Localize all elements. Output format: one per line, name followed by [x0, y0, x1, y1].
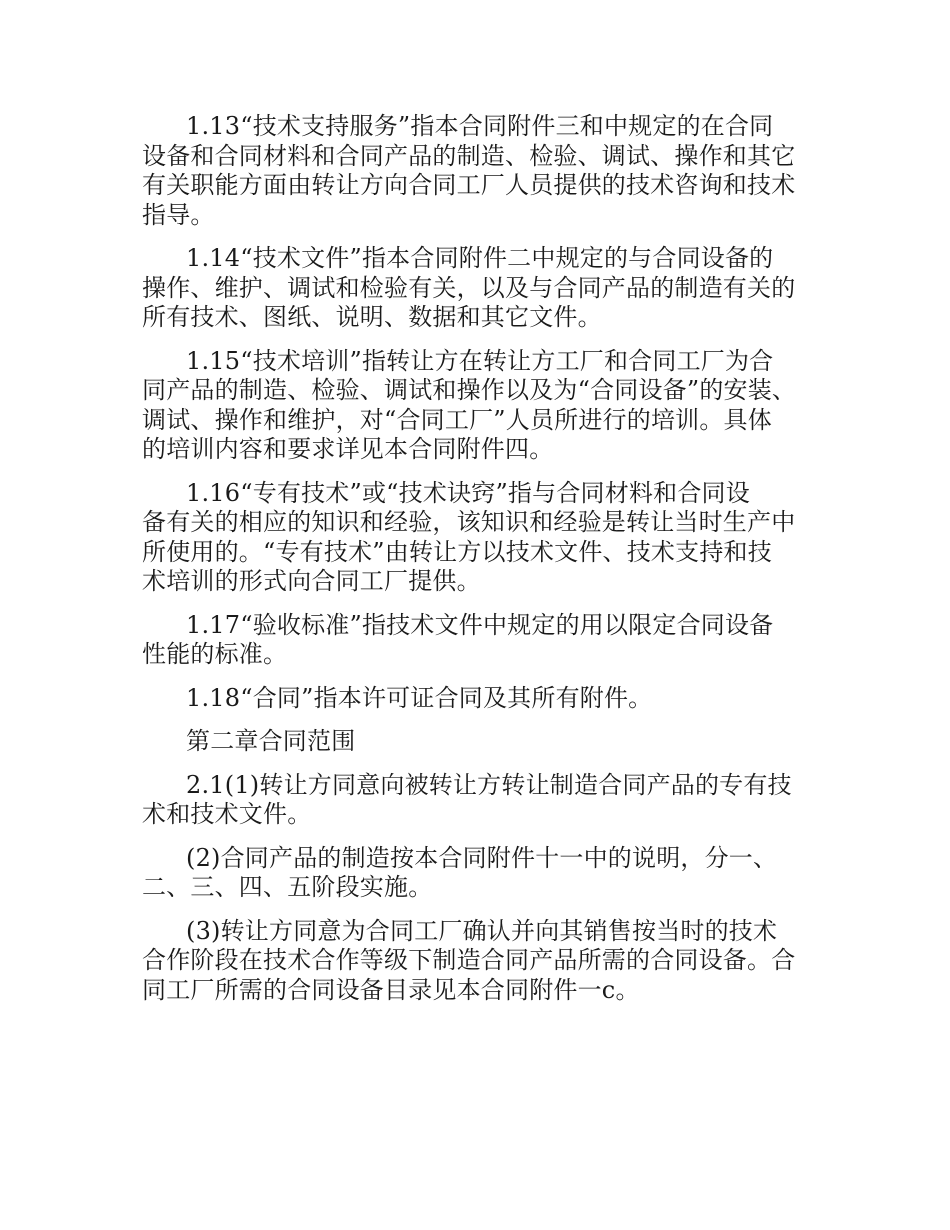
paragraph-line: 性能的标准。 — [142, 640, 288, 668]
paragraph-line: 的培训内容和要求详见本合同附件四。 — [142, 435, 554, 463]
paragraph-line: 设备和合同材料和合同产品的制造、检验、调试、操作和其它 — [142, 141, 796, 170]
paragraph-line: 有关职能方面由转让方向合同工厂人员提供的技术咨询和技术 — [142, 171, 796, 199]
paragraph-line: 1.16“专有技术”或“技术诀窍”指与合同材料和合同设 — [186, 478, 750, 507]
chapter-title: 第二章合同范围 — [186, 727, 356, 755]
paragraph-line: 1.14“技术文件”指本合同附件二中规定的与合同设备的 — [186, 244, 774, 272]
paragraph-line: 备有关的相应的知识和经验，该知识和经验是转让当时生产中 — [142, 508, 796, 536]
paragraph-line: 1.13“技术支持服务”指本合同附件三和中规定的在合同 — [186, 112, 774, 140]
paragraph-line: 二、三、四、五阶段实施。 — [142, 873, 433, 901]
paragraph-line: (3)转让方同意为合同工厂确认并向其销售按当时的技术 — [186, 916, 778, 945]
paragraph-1-15 — [142, 347, 812, 465]
paragraph-line: (2)合同产品的制造按本合同附件十一中的说明，分一、 — [186, 843, 778, 872]
paragraph-1-16 — [142, 479, 812, 597]
paragraph-line: 调试、操作和维护，对“合同工厂”人员所进行的培训。具体 — [142, 405, 772, 434]
paragraph-line: 所使用的。“专有技术”由转让方以技术文件、技术支持和技 — [142, 537, 772, 566]
paragraph-1-13 — [142, 112, 812, 230]
paragraph-2-1-1 — [142, 771, 812, 830]
paragraph-line: 合作阶段在技术合作等级下制造合同产品所需的合同设备。合 — [142, 946, 796, 974]
paragraph-line: 指导。 — [142, 200, 215, 229]
paragraph-2-1-3 — [142, 917, 812, 1006]
paragraph-line: 1.15“技术培训”指转让方在转让方工厂和合同工厂为合 — [186, 346, 774, 375]
paragraph-line: 1.17“验收标准”指技术文件中规定的用以限定合同设备 — [186, 610, 774, 639]
paragraph-2-1-2 — [142, 844, 812, 903]
paragraph-line: 1.18“合同”指本许可证合同及其所有附件。 — [186, 683, 653, 712]
paragraph-1-17 — [142, 611, 812, 670]
chapter-heading — [142, 727, 812, 757]
paragraph-line: 2.1(1)转让方同意向被转让方转让制造合同产品的专有技 — [186, 770, 792, 799]
paragraph-line: 同产品的制造、检验、调试和操作以及为“合同设备”的安装、 — [142, 376, 797, 404]
paragraph-1-14 — [142, 244, 812, 333]
paragraph-line: 术培训的形式向合同工厂提供。 — [142, 567, 481, 595]
paragraph-line: 操作、维护、调试和检验有关，以及与合同产品的制造有关的 — [142, 273, 796, 302]
paragraph-1-18 — [142, 684, 812, 714]
paragraph-line: 同工厂所需的合同设备目录见本合同附件一c。 — [142, 975, 640, 1004]
paragraph-line: 所有技术、图纸、说明、数据和其它文件。 — [142, 303, 602, 331]
paragraph-line: 术和技术文件。 — [142, 800, 312, 828]
